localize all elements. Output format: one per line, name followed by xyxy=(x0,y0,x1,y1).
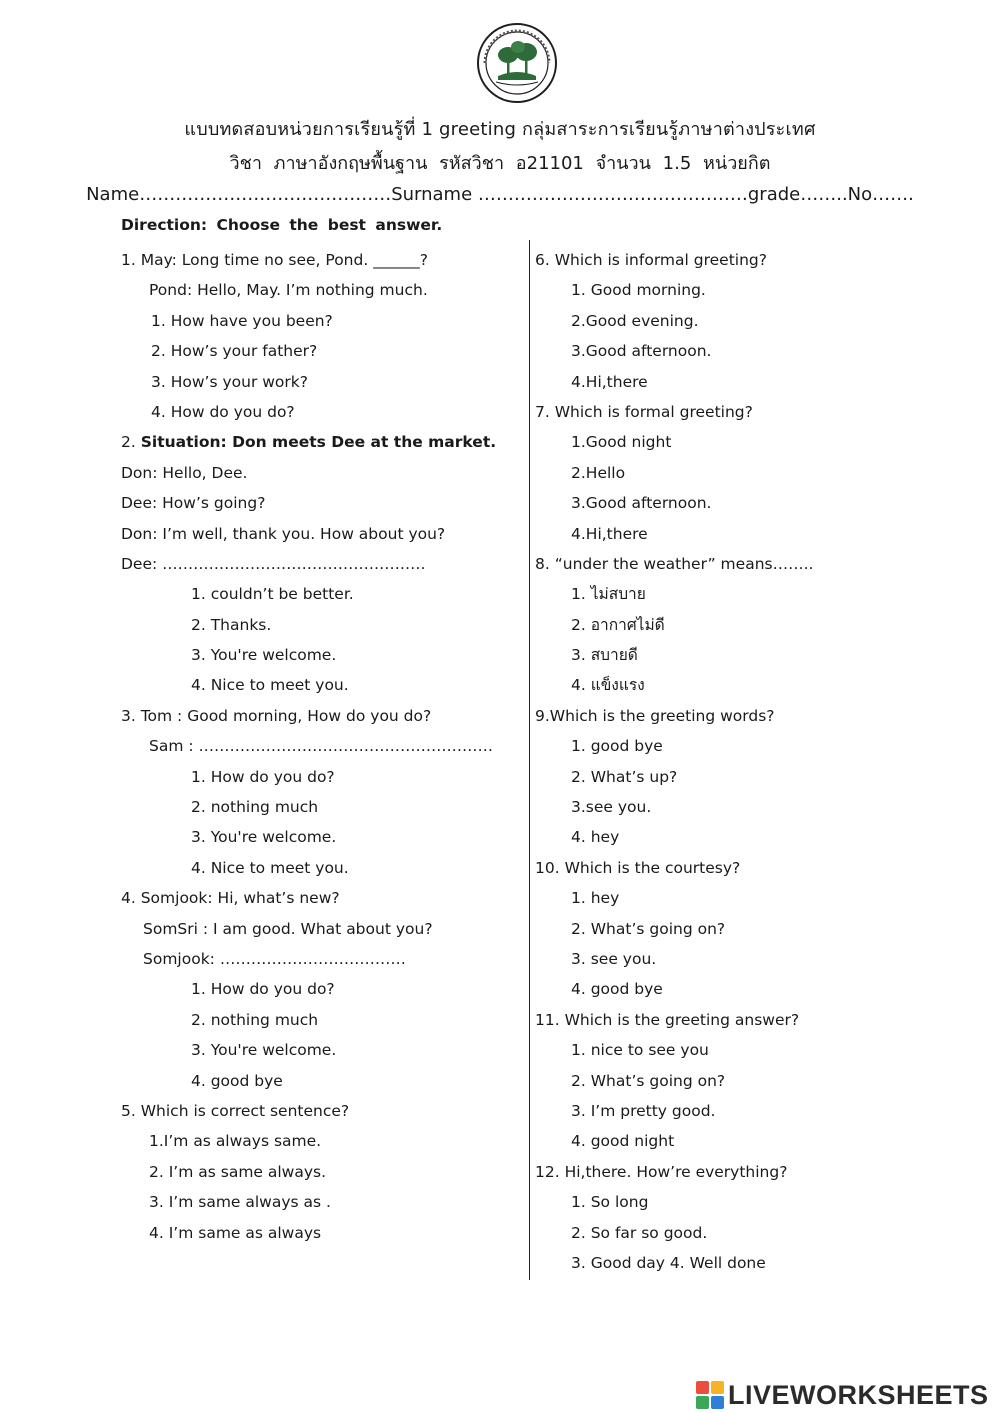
question-line: 3.Good afternoon. xyxy=(571,342,712,361)
question-line: 3. Tom : Good morning, How do you do? xyxy=(121,706,432,725)
question-line: 1. nice to see you xyxy=(571,1041,709,1060)
icon-square-1 xyxy=(696,1381,709,1394)
question-line: 6. Which is informal greeting? xyxy=(535,251,767,269)
question-line: 3.Good afternoon. xyxy=(571,494,712,513)
question-line: 2. อากาศไม่ดี xyxy=(571,615,665,634)
student-info-line: Name……………………………………Surname ………………………………………grade……..No……. xyxy=(86,184,914,205)
question-line: 2. So far so good. xyxy=(571,1223,708,1242)
question-line: Pond: Hello, May. I’m nothing much. xyxy=(149,281,428,300)
left-question-column xyxy=(121,245,521,1248)
question-line: 2.Good evening. xyxy=(571,311,699,330)
question-line: 1. So long xyxy=(571,1193,649,1212)
question-line: 12. Hi,there. How’re everything? xyxy=(535,1162,788,1181)
question-line: 4.Hi,there xyxy=(571,372,648,391)
question-line: 4. Nice to meet you. xyxy=(191,858,349,877)
question-line: 1. May: Long time no see, Pond. ______? xyxy=(121,251,428,269)
question-line: 2. How’s your father? xyxy=(151,342,318,361)
question-line: 4. good night xyxy=(571,1132,675,1151)
question-line: Sam : ………………………………………………… xyxy=(149,737,494,756)
question-line: 4. Somjook: Hi, what’s new? xyxy=(121,889,340,908)
subject-line: วิชา ภาษาอังกฤษพื้นฐาน รหัสวิชา อ21101 จำนวน 1.5 หน่วยกิต xyxy=(229,153,771,174)
question-line: 3. I’m same always as . xyxy=(149,1193,331,1212)
direction-text: Direction: Choose the best answer. xyxy=(121,216,443,234)
column-divider xyxy=(529,240,530,1280)
question-line: 1.I’m as always same. xyxy=(149,1132,322,1151)
question-line: 4. Nice to meet you. xyxy=(191,676,349,695)
icon-square-3 xyxy=(696,1396,709,1409)
question-line: 3. see you. xyxy=(571,949,657,968)
question-line: 3. You're welcome. xyxy=(191,646,337,665)
question-line: Don: Hello, Dee. xyxy=(121,463,248,482)
question-line: 3.see you. xyxy=(571,798,652,817)
question-line: 4.Hi,there xyxy=(571,524,648,543)
question-line: 2.Hello xyxy=(571,463,626,482)
right-question-column xyxy=(535,245,975,1278)
situation-text: Situation: Don meets Dee at the market. xyxy=(140,433,497,452)
question-line: 2. What’s going on? xyxy=(571,919,726,938)
question-line: 1. ไม่สบาย xyxy=(571,585,646,604)
question-line: 8. “under the weather” means…….. xyxy=(535,554,814,573)
question-line: 1. How do you do? xyxy=(191,767,335,786)
question-line: 4. แข็งแรง xyxy=(571,676,645,695)
question-line: 3. How’s your work? xyxy=(151,372,308,391)
school-logo-icon xyxy=(476,22,558,104)
question-line: 1. How have you been? xyxy=(151,311,333,330)
test-title: แบบทดสอบหน่วยการเรียนรู้ที่ 1 greeting กลุ่มสาระการเรียนรู้ภาษาต่างประเทศ xyxy=(184,119,816,140)
question-line: 1. couldn’t be better. xyxy=(191,585,354,604)
question-line: 9.Which is the greeting words? xyxy=(535,706,775,725)
question-line: 3. Good day 4. Well done xyxy=(571,1253,766,1272)
question-line: 1. How do you do? xyxy=(191,980,335,999)
question-line: 11. Which is the greeting answer? xyxy=(535,1010,800,1029)
question-line: 4. hey xyxy=(571,828,620,847)
question-line: 2. nothing much xyxy=(191,1010,319,1029)
question-line: SomSri : I am good. What about you? xyxy=(143,919,433,938)
question-line: 2. I’m as same always. xyxy=(149,1162,327,1181)
question-line: 1. hey xyxy=(571,889,620,908)
question-line: 2. What’s up? xyxy=(571,767,678,786)
liveworksheets-brand: LIVEWORKSHEETS xyxy=(728,1379,989,1410)
question-line: 5. Which is correct sentence? xyxy=(121,1101,350,1120)
question-line: 3. สบายดี xyxy=(571,646,638,665)
question-line: Don: I’m well, thank you. How about you? xyxy=(121,524,446,543)
question-line: 3. You're welcome. xyxy=(191,828,337,847)
question-line: 4. How do you do? xyxy=(151,402,295,421)
icon-square-4 xyxy=(711,1396,724,1409)
icon-square-2 xyxy=(711,1381,724,1394)
question-number: 2. xyxy=(121,433,141,452)
question-line: Dee: …………………………………………… xyxy=(121,554,426,573)
question-line: 3. You're welcome. xyxy=(191,1041,337,1060)
question-line: 1. Good morning. xyxy=(571,281,706,300)
question-line: 2. What’s going on? xyxy=(571,1071,726,1090)
question-line: Somjook: ……………………………… xyxy=(143,949,406,968)
question-line: 4. good bye xyxy=(571,980,663,999)
liveworksheets-icon xyxy=(696,1381,724,1409)
question-line: Dee: How’s going? xyxy=(121,494,266,513)
question-line xyxy=(121,427,521,457)
question-line: 2. Thanks. xyxy=(191,615,272,634)
liveworksheets-logo xyxy=(696,1378,989,1412)
question-line: 7. Which is formal greeting? xyxy=(535,402,753,421)
question-line: 1. good bye xyxy=(571,737,663,756)
question-line: 4. I’m same as always xyxy=(149,1223,322,1242)
question-line: 4. good bye xyxy=(191,1071,283,1090)
question-line: 3. I’m pretty good. xyxy=(571,1101,716,1120)
question-line: 10. Which is the courtesy? xyxy=(535,858,741,877)
question-line: 1.Good night xyxy=(571,433,672,452)
question-line: 2. nothing much xyxy=(191,798,319,817)
